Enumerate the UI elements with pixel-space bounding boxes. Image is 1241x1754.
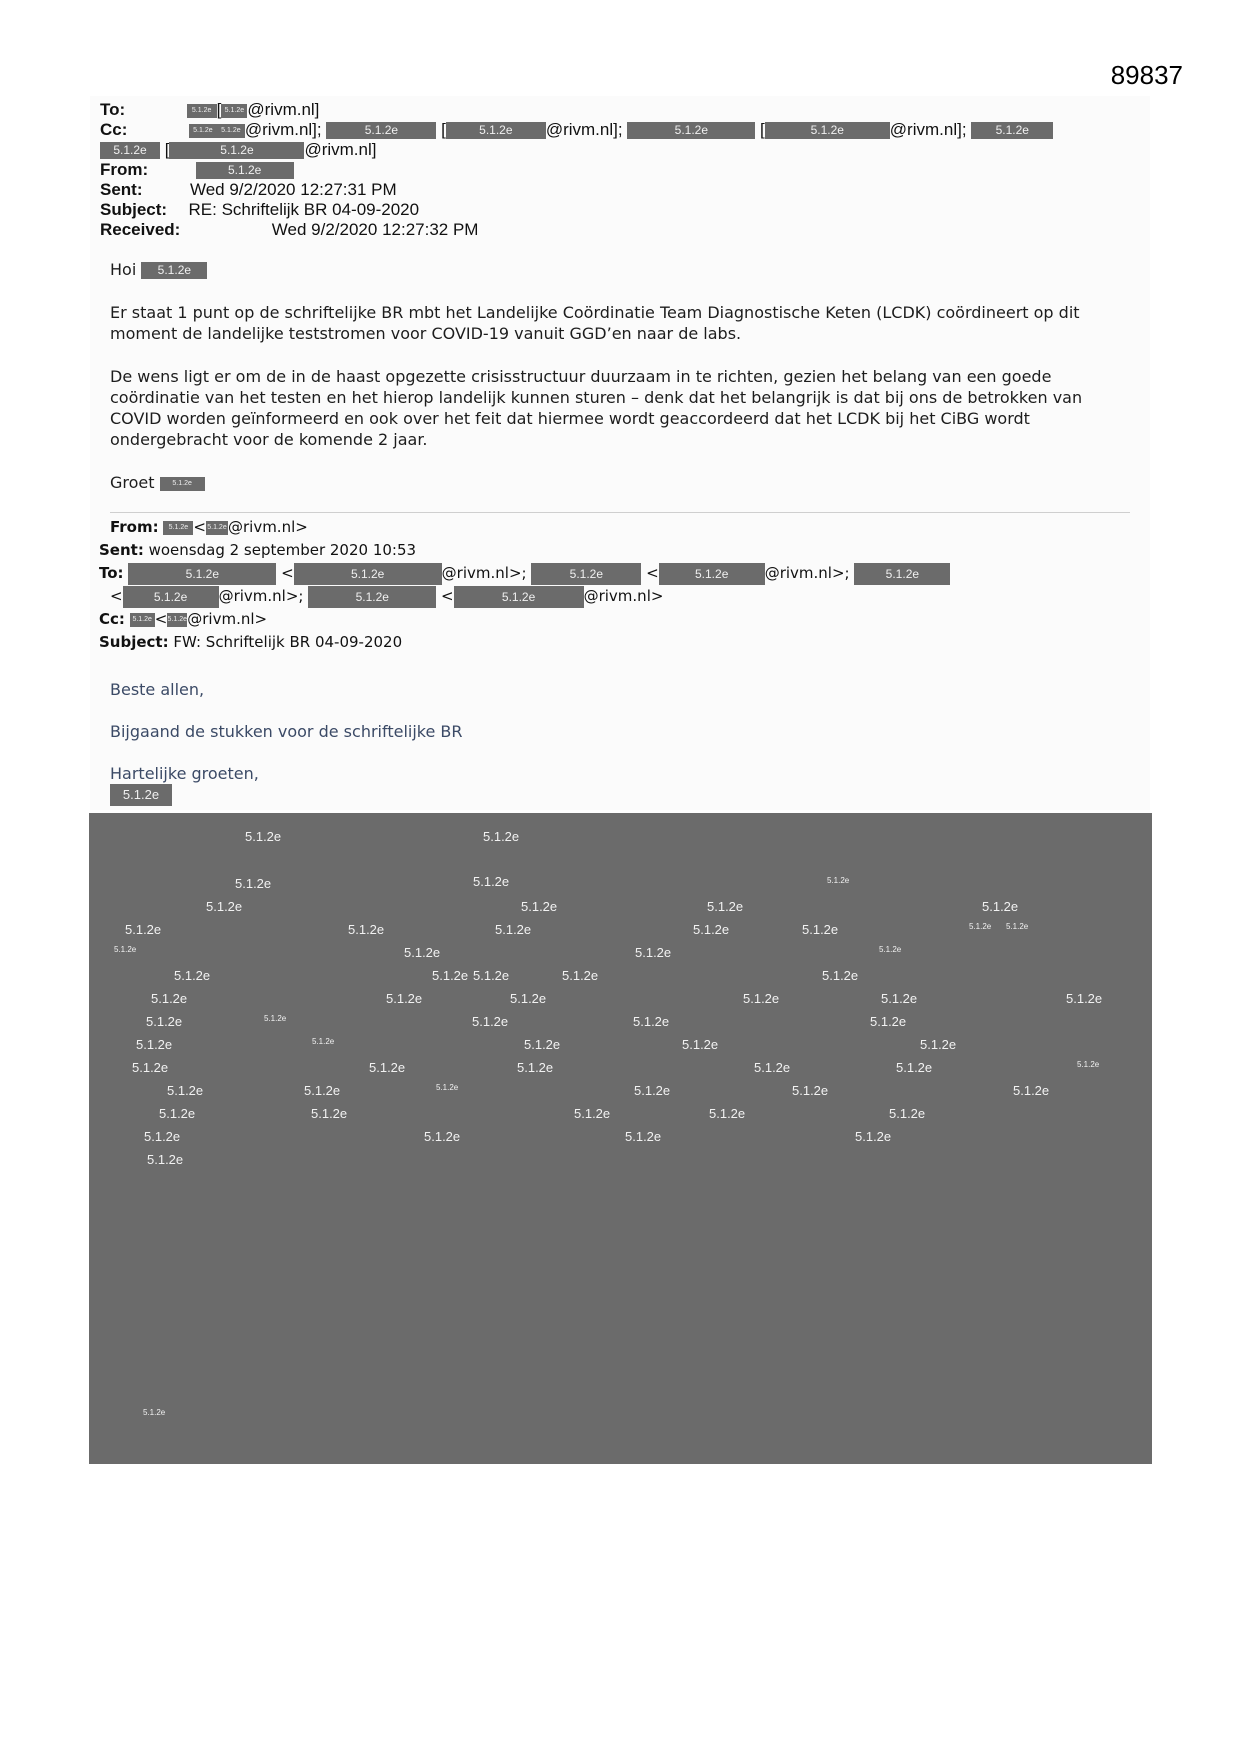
redaction: 5.1.2e bbox=[123, 586, 219, 608]
redaction: 5.1.2e bbox=[160, 477, 205, 491]
forward-closing: Hartelijke groeten, bbox=[110, 764, 259, 783]
redaction-label: 5.1.2e bbox=[881, 991, 918, 1006]
redaction-label: 5.1.2e bbox=[754, 1060, 791, 1075]
subject-label: Subject: bbox=[100, 200, 168, 219]
redaction-label: 5.1.2e bbox=[855, 1129, 892, 1144]
redaction-label: 5.1.2e bbox=[245, 829, 282, 844]
received-label: Received: bbox=[100, 220, 181, 239]
redaction-label: 5.1.2e bbox=[1013, 1083, 1050, 1098]
redaction: 5.1.2e bbox=[854, 563, 950, 585]
redaction-label: 5.1.2e bbox=[827, 876, 850, 885]
redaction-label: 5.1.2e bbox=[574, 1106, 611, 1121]
header-to-row: To: 5.1.2e [ 5.1.2e @rivm.nl] bbox=[100, 100, 320, 119]
redaction: 5.1.2e bbox=[446, 122, 546, 139]
redaction-label: 5.1.2e bbox=[510, 991, 547, 1006]
redaction-label: 5.1.2e bbox=[562, 968, 599, 983]
redaction: 5.1.2e bbox=[206, 521, 228, 535]
redaction-label: 5.1.2e bbox=[879, 945, 902, 954]
redaction-label: 5.1.2e bbox=[424, 1129, 461, 1144]
redaction-label: 5.1.2e bbox=[743, 991, 780, 1006]
redaction: 5.1.2e bbox=[196, 162, 294, 179]
reply-paragraph-2: De wens ligt er om de in de haast opgezette crisisstructuur duurzaam in te richten, gezien het belang van een goede coördinatie van het testen en het hierop landelijk kunnen sturen – denk dat het belangrijk is dat bij ons de betrokken van COVID worden geïnformeerd en ook over het feit dat hiermee wordt geaccordeerd dat het LCDK bij het CiBG wordt ondergebracht voor de komende 2 jaar. bbox=[110, 367, 1083, 449]
redaction-label: 5.1.2e bbox=[870, 1014, 907, 1029]
redaction-label: 5.1.2e bbox=[693, 922, 730, 937]
redaction: 5.1.2e bbox=[169, 142, 304, 159]
subject-value: RE: Schriftelijk BR 04-09-2020 bbox=[188, 200, 420, 219]
redaction: 5.1.2e bbox=[167, 613, 187, 627]
redaction: 5.1.2e bbox=[971, 122, 1053, 139]
redaction-label: 5.1.2e bbox=[682, 1037, 719, 1052]
redaction-label: 5.1.2e bbox=[896, 1060, 933, 1075]
forward-to-label: To: bbox=[99, 564, 124, 582]
cc-address-suffix: @rivm.nl]; bbox=[244, 120, 322, 139]
header-cc-row: Cc: 5.1.2e 5.1.2e @rivm.nl]; 5.1.2e [ 5.1.2e @rivm.nl]; 5.1.2e [ 5.1.2e @rivm.nl]; 5.1.2e bbox=[100, 120, 1053, 140]
redaction: 5.1.2e bbox=[189, 124, 217, 138]
redaction-label: 5.1.2e bbox=[136, 1037, 173, 1052]
redaction-label: 5.1.2e bbox=[144, 1129, 181, 1144]
redaction-label: 5.1.2e bbox=[802, 922, 839, 937]
forward-cc-suffix: @rivm.nl> bbox=[187, 610, 268, 628]
redaction-label: 5.1.2e bbox=[235, 876, 272, 891]
redaction-label: 5.1.2e bbox=[707, 899, 744, 914]
forward-to-suffix: @rivm.nl>; bbox=[218, 587, 304, 605]
redaction-label: 5.1.2e bbox=[404, 945, 441, 960]
cc-address-suffix: @rivm.nl]; bbox=[545, 120, 623, 139]
header-sent-row bbox=[100, 180, 397, 200]
sent-value: Wed 9/2/2020 12:27:31 PM bbox=[189, 180, 397, 199]
forward-cc-row: Cc: 5.1.2e <5.1.2e@rivm.nl> bbox=[99, 610, 268, 628]
redaction-label: 5.1.2e bbox=[889, 1106, 926, 1121]
redaction-label: 5.1.2e bbox=[982, 899, 1019, 914]
redaction-label: 5.1.2e bbox=[517, 1060, 554, 1075]
redaction-label: 5.1.2e bbox=[920, 1037, 957, 1052]
redacted-block bbox=[89, 813, 1152, 1464]
redaction-label: 5.1.2e bbox=[635, 945, 672, 960]
to-address-suffix: @rivm.nl] bbox=[247, 100, 320, 119]
reply-paragraph-1: Er staat 1 punt op de schriftelijke BR mbt het Landelijke Coördinatie Team Diagnostische Keten (LCDK) coördineert op dit moment de landelijke teststromen voor COVID-19 vanuit GGD’en naar de labs. bbox=[110, 303, 1080, 343]
header-subject-row bbox=[100, 200, 419, 220]
redaction: 5.1.2e bbox=[141, 262, 207, 279]
redaction-label: 5.1.2e bbox=[312, 1037, 335, 1046]
to-label: To: bbox=[100, 100, 126, 119]
received-value: Wed 9/2/2020 12:27:32 PM bbox=[271, 220, 479, 239]
redaction: 5.1.2e bbox=[100, 142, 160, 159]
forward-to-suffix: @rivm.nl>; bbox=[441, 564, 527, 582]
header-received-row bbox=[100, 220, 478, 240]
redaction-label: 5.1.2e bbox=[167, 1083, 204, 1098]
redaction-label: 5.1.2e bbox=[473, 968, 510, 983]
redaction: 5.1.2e bbox=[128, 563, 276, 585]
forward-from-row: From: 5.1.2e <5.1.2e@rivm.nl> bbox=[110, 518, 308, 536]
redaction: 5.1.2e bbox=[217, 124, 245, 138]
forward-signature bbox=[110, 784, 172, 806]
from-label: From: bbox=[100, 160, 149, 179]
header-from-row bbox=[100, 160, 294, 180]
forward-sent-label: Sent: bbox=[99, 541, 144, 559]
redaction-label: 5.1.2e bbox=[472, 1014, 509, 1029]
forward-to-row: To: 5.1.2e < 5.1.2e @rivm.nl>; 5.1.2e < 5.1.2e @rivm.nl>; 5.1.2e bbox=[99, 562, 950, 585]
redaction: 5.1.2e bbox=[765, 122, 890, 139]
redaction: 5.1.2e bbox=[187, 104, 217, 118]
redaction-label: 5.1.2e bbox=[633, 1014, 670, 1029]
redaction-label: 5.1.2e bbox=[143, 1408, 166, 1417]
cc-label: Cc: bbox=[100, 120, 128, 139]
redaction-label: 5.1.2e bbox=[1066, 991, 1103, 1006]
message-divider bbox=[110, 512, 1130, 513]
forward-sent-value: woensdag 2 september 2020 10:53 bbox=[148, 541, 417, 559]
redaction: 5.1.2e bbox=[531, 563, 641, 585]
forward-cc-label: Cc: bbox=[99, 610, 125, 628]
redaction-label: 5.1.2e bbox=[304, 1083, 341, 1098]
forward-subject-row bbox=[99, 631, 402, 654]
redaction-label: 5.1.2e bbox=[483, 829, 520, 844]
forward-salutation: Beste allen, bbox=[110, 680, 205, 699]
redaction: 5.1.2e bbox=[326, 122, 436, 139]
redaction-label: 5.1.2e bbox=[369, 1060, 406, 1075]
redaction-label: 5.1.2e bbox=[147, 1152, 184, 1167]
redaction-label: 5.1.2e bbox=[792, 1083, 829, 1098]
forward-to-suffix: @rivm.nl> bbox=[583, 587, 664, 605]
redaction-label: 5.1.2e bbox=[174, 968, 211, 983]
redaction-label: 5.1.2e bbox=[264, 1014, 287, 1023]
header-cc-row-2: 5.1.2e [ 5.1.2e @rivm.nl] bbox=[100, 140, 377, 160]
forward-subject-value: FW: Schriftelijk BR 04-09-2020 bbox=[173, 633, 403, 651]
redaction-label: 5.1.2e bbox=[206, 899, 243, 914]
redaction-label: 5.1.2e bbox=[634, 1083, 671, 1098]
redaction: 5.1.2e bbox=[130, 613, 155, 627]
redaction: 5.1.2e bbox=[110, 784, 172, 806]
redaction: 5.1.2e bbox=[221, 104, 247, 118]
cc-address-suffix: @rivm.nl] bbox=[304, 140, 377, 159]
sent-label: Sent: bbox=[100, 180, 143, 199]
redaction-label: 5.1.2e bbox=[125, 922, 162, 937]
redaction-label: 5.1.2e bbox=[822, 968, 859, 983]
forward-from-label: From: bbox=[110, 518, 159, 536]
redaction-label: 5.1.2e bbox=[436, 1083, 459, 1092]
forward-to-row-2: < 5.1.2e @rivm.nl>; 5.1.2e < 5.1.2e @rivm.nl> bbox=[110, 585, 663, 608]
redaction-label: 5.1.2e bbox=[311, 1106, 348, 1121]
redaction-label: 5.1.2e bbox=[151, 991, 188, 1006]
redaction: 5.1.2e bbox=[294, 563, 442, 585]
redaction-label: 5.1.2e bbox=[114, 945, 137, 954]
redaction-label: 5.1.2e bbox=[524, 1037, 561, 1052]
redaction: 5.1.2e bbox=[308, 586, 436, 608]
forward-subject-label: Subject: bbox=[99, 633, 169, 651]
forward-from-suffix: @rivm.nl> bbox=[227, 518, 308, 536]
reply-closing: Groet 5.1.2e bbox=[110, 472, 205, 493]
forward-sent-row bbox=[99, 539, 416, 562]
reply-greeting: Hoi 5.1.2e bbox=[110, 259, 207, 280]
redaction-label: 5.1.2e bbox=[969, 922, 992, 931]
redaction: 5.1.2e bbox=[627, 122, 755, 139]
redaction-label: 5.1.2e bbox=[348, 922, 385, 937]
redaction-label: 5.1.2e bbox=[473, 874, 510, 889]
redaction-label: 5.1.2e bbox=[159, 1106, 196, 1121]
redaction-label: 5.1.2e bbox=[1006, 922, 1029, 931]
forward-to-suffix: @rivm.nl>; bbox=[764, 564, 850, 582]
redaction-label: 5.1.2e bbox=[386, 991, 423, 1006]
redaction: 5.1.2e bbox=[659, 563, 765, 585]
redaction-label: 5.1.2e bbox=[432, 968, 469, 983]
redaction-label: 5.1.2e bbox=[521, 899, 558, 914]
document-number: 89837 bbox=[1110, 60, 1183, 90]
redaction: 5.1.2e bbox=[163, 521, 193, 535]
cc-address-suffix: @rivm.nl]; bbox=[889, 120, 967, 139]
redaction: 5.1.2e bbox=[454, 586, 584, 608]
redaction-label: 5.1.2e bbox=[625, 1129, 662, 1144]
redaction-label: 5.1.2e bbox=[495, 922, 532, 937]
redaction-label: 5.1.2e bbox=[709, 1106, 746, 1121]
redaction-label: 5.1.2e bbox=[1077, 1060, 1100, 1069]
redaction-label: 5.1.2e bbox=[146, 1014, 183, 1029]
forward-body: Bijgaand de stukken voor de schriftelijke BR bbox=[110, 722, 463, 741]
redaction-label: 5.1.2e bbox=[132, 1060, 169, 1075]
